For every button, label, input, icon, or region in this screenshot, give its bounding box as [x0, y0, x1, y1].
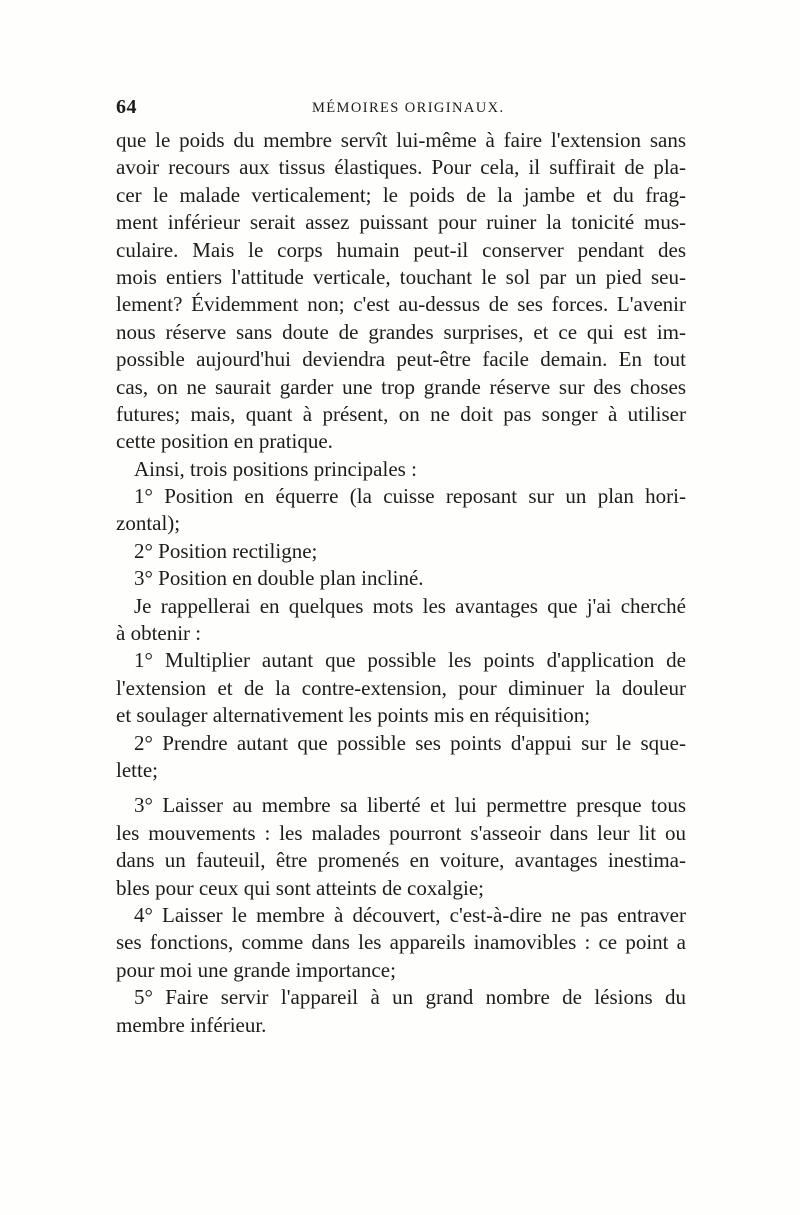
text-line: et soulager alternativement les points mis en réquisition;	[116, 703, 591, 728]
text-line: cette position en pratique.	[116, 429, 333, 454]
text-line: ment inférieur serait assez puissant pour ruiner la tonicité mus-	[116, 210, 686, 235]
text-line: l'extension et de la contre-extension, pour diminuer la douleur	[116, 675, 686, 700]
text-line: bles pour ceux qui sont atteints de coxalgie;	[116, 875, 484, 900]
text-line: à obtenir :	[116, 621, 202, 646]
list-item: 2° Position rectiligne;	[134, 538, 318, 563]
text-line: cer le malade verticalement; le poids de la jambe et du frag-	[116, 182, 686, 207]
text-line: Je rappellerai en quelques mots les avantages que j'ai cherché	[134, 593, 686, 618]
list-item: 1° Multiplier autant que possible les points d'application de	[134, 648, 686, 673]
text-line: les mouvements : les malades pourront s'asseoir dans leur lit ou	[116, 820, 686, 845]
text-line: que le poids du membre servît lui-même à faire l'extension sans	[116, 128, 686, 152]
text-line: Ainsi, trois positions principales :	[134, 456, 417, 481]
page-header	[116, 96, 682, 122]
body-text	[116, 127, 686, 1039]
text-line: nous réserve sans doute de grandes surprises, et ce qui est im-	[116, 319, 686, 344]
text-line: dans un fauteuil, être promenés en voiture, avantages inestima-	[116, 848, 686, 873]
paragraph-gap	[116, 784, 686, 792]
list-item: 3° Position en double plan incliné.	[134, 566, 424, 591]
list-item: 1° Position en équerre (la cuisse reposant sur un plan hori-	[134, 484, 686, 509]
text-line: pour moi une grande importance;	[116, 957, 396, 982]
text-line: membre inférieur.	[116, 1012, 267, 1037]
text-line: mois entiers l'attitude verticale, touchant le sol par un pied seu-	[116, 264, 686, 289]
text-line: cas, on ne saurait garder une trop grande réserve sur des choses	[116, 374, 686, 399]
text-line: avoir recours aux tissus élastiques. Pour cela, il suffirait de pla-	[116, 155, 686, 180]
list-item: 5° Faire servir l'appareil à un grand nombre de lésions du	[134, 985, 686, 1010]
page-number: 64	[116, 96, 137, 118]
text-line: possible aujourd'hui deviendra peut-être facile demain. En tout	[116, 347, 686, 372]
list-item: 3° Laisser au membre sa liberté et lui permettre presque tous	[134, 793, 686, 818]
list-item: 4° Laisser le membre à découvert, c'est-à-dire ne pas entraver	[134, 902, 686, 927]
text-line: lement? Évidemment non; c'est au-dessus de ses forces. L'avenir	[116, 292, 686, 317]
text-line: futures; mais, quant à présent, on ne doit pas songer à utiliser	[116, 401, 686, 426]
running-head: MÉMOIRES ORIGINAUX.	[312, 100, 505, 116]
text-line: culaire. Mais le corps humain peut-il conserver pendant des	[116, 237, 686, 262]
text-line: lette;	[116, 757, 158, 782]
text-line: ses fonctions, comme dans les appareils inamovibles : ce point a	[116, 930, 686, 955]
list-item: 2° Prendre autant que possible ses points d'appui sur le sque-	[134, 730, 686, 755]
text-line: zontal);	[116, 511, 181, 536]
